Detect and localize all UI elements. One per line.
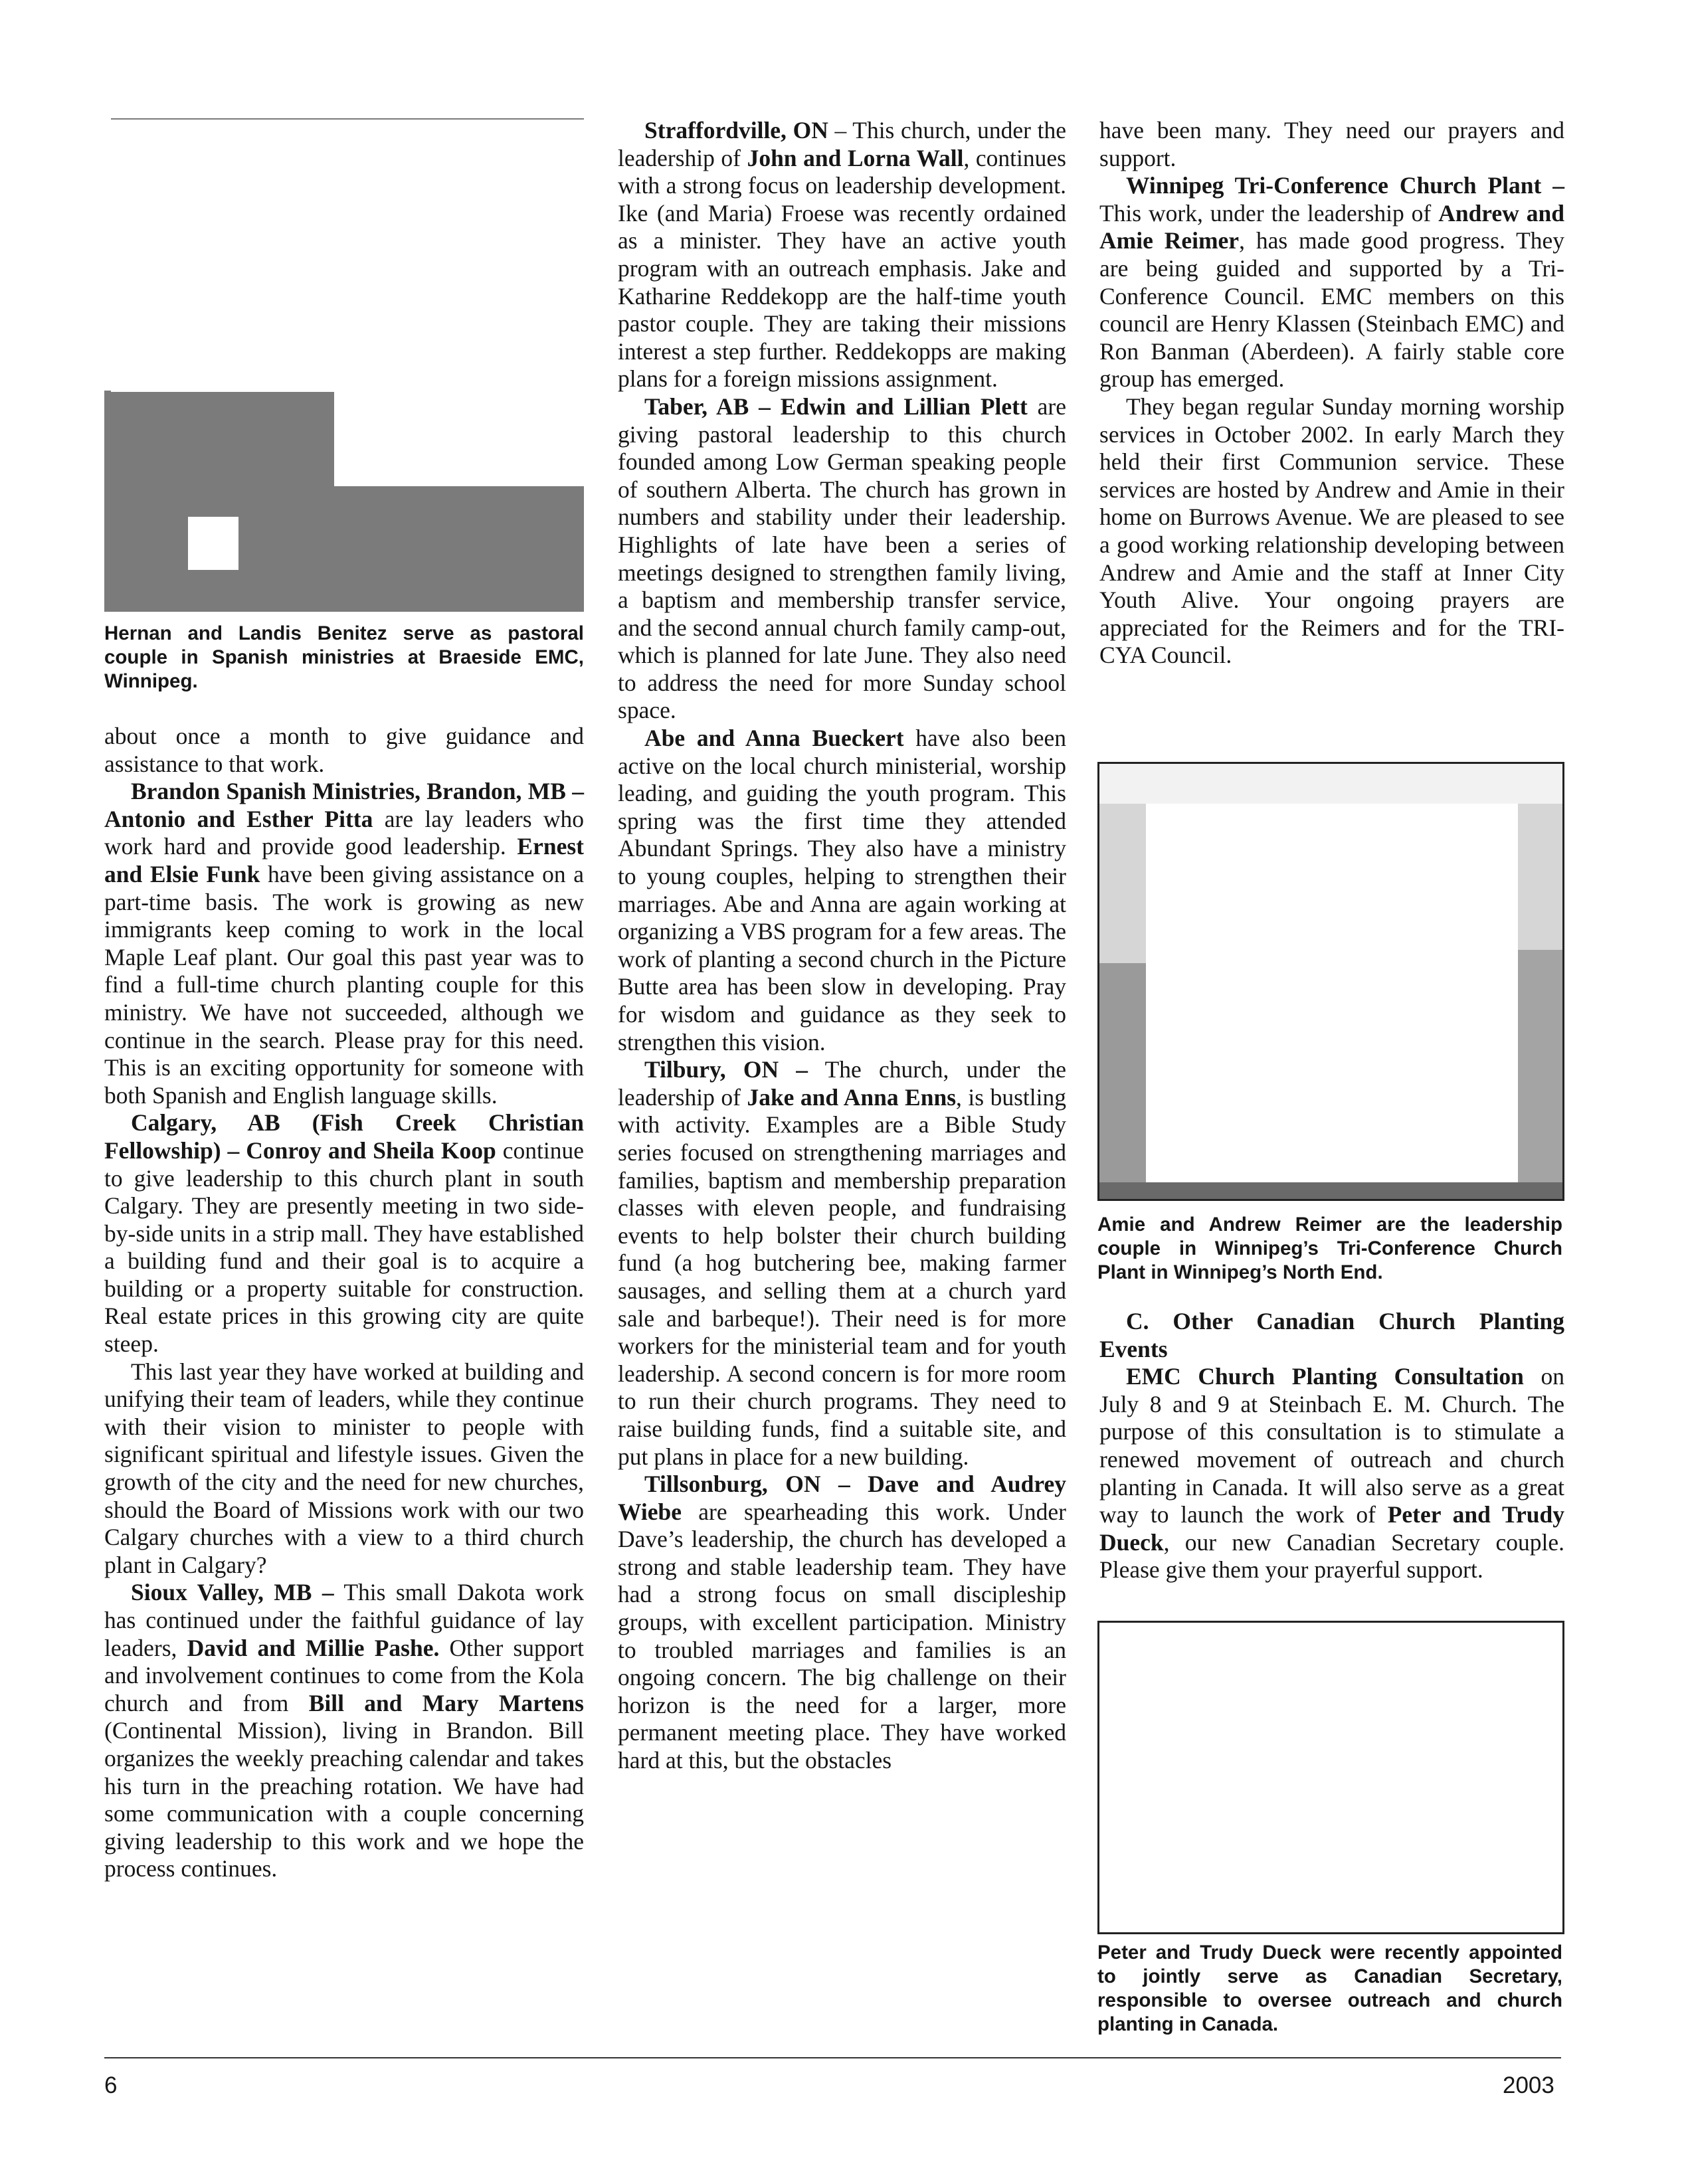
- martens-names: Bill and Mary Martens: [308, 1689, 584, 1716]
- photo-reimer-ground: [1099, 1182, 1562, 1199]
- photo-benitez-left-edge: [104, 118, 111, 391]
- col3-paragraph-1: have been many. They need our prayers and support.: [1099, 117, 1564, 171]
- taber-heading: Taber, AB – Edwin and Lillian Plett: [644, 393, 1028, 420]
- col1-paragraph-brandon: Brandon Spanish Ministries, Brandon, MB – Antonio and Esther Pitta are lay leaders who work hard and provide good leadership. Ernest and Elsie Funk have been giving assistance on a part-time basis. The work is growing as new immigrants keep coming to work in the local Maple Leaf plant. Our goal this past year was to find a full-time church planting couple for this ministry. We have not succeeded, although we continue in the search. Please pray for this need. This is an exciting opportunity for someone with both Spanish and English language skills.: [104, 778, 584, 1109]
- col3-paragraph-consultation: EMC Church Planting Consultation on July 8 and 9 at Steinbach E. M. Church. The purpose of this consultation is to stimulate a renewed movement of outreach and church planting in Canada. It will also serve as a great way to launch the work of Peter and Trudy Dueck, our new Canadian Secretary couple. Please give them your prayerful support.: [1099, 1363, 1564, 1584]
- photo-reimer-sky: [1099, 764, 1562, 804]
- photo-benitez: [104, 118, 584, 612]
- photo-caption-benitez: Hernan and Landis Benitez serve as pastoral couple in Spanish ministries at Braeside EMC, Winnipeg.: [104, 622, 584, 692]
- calgary-heading: Calgary, AB (Fish Creek Christian Fellowship) – Conroy and Sheila Koop: [104, 1109, 584, 1164]
- col1-paragraph-calgary-2: This last year they have worked at building and unifying their team of leaders, while they continue with their vision to minister to people with significant spiritual and lifestyle issues. Given the growth of the city and the need for new churches, should the Board of Missions work with our two Calgary churches with a view to a third church plant in Calgary?: [104, 1358, 584, 1578]
- col1-paragraph-1: about once a month to give guidance and assistance to that work.: [104, 723, 584, 777]
- photo-reimer: [1097, 762, 1564, 1201]
- col3-paragraph-winnipeg: Winnipeg Tri-Conference Church Plant – This work, under the leadership of Andrew and Amie Reimer, has made good progress. They are being guided and supported by a Tri-Conference Council. EMC members on this council are Henry Klassen (Steinbach EMC) and Ron Banman (Aberdeen). A fairly stable core group has emerged.: [1099, 172, 1565, 393]
- photo-reimer-field-left: [1099, 963, 1146, 1199]
- enns-names: Jake and Anna Enns: [747, 1083, 957, 1111]
- col2-paragraph-straffordville: Straffordville, ON – This church, under the leadership of John and Lorna Wall, continues with a strong focus on leadership development. Ike (and Maria) Froese was recently ordained as a minister. They have an active youth program with an outreach emphasis. Jake and Katharine Reddekopp are the half-time youth pastor couple. They are taking their missions interest a step further. Reddekopps are making plans for a foreign missions assignment.: [618, 117, 1066, 393]
- caption-benitez-wrap: [104, 622, 584, 693]
- photo-benitez-blank-small: [188, 517, 238, 570]
- winnipeg-heading: Winnipeg Tri-Conference Church Plant –: [1126, 172, 1564, 199]
- column-3: [1099, 117, 1564, 670]
- caption-dueck-wrap: [1097, 1941, 1562, 2037]
- col2-paragraph-tillsonburg: Tillsonburg, ON – Dave and Audrey Wiebe are spearheading this work. Under Dave’s leadership, the church has developed a strong and stable leadership team. They have had a strong focus on small discipleship groups, with excellent participation. Ministry to troubled marriages and families is an ongoing concern. The big challenge on their horizon is the need for a larger, more permanent meeting place. They have worked hard at this, but the obstacles: [618, 1471, 1066, 1774]
- tilbury-heading: Tilbury, ON –: [644, 1056, 808, 1083]
- photo-reimer-field-right: [1518, 950, 1562, 1199]
- sioux-valley-heading: Sioux Valley, MB –: [131, 1579, 334, 1606]
- column-3-lower: [1099, 1308, 1564, 1584]
- photo-reimer-blank: [1146, 804, 1518, 1182]
- funk-names: Ernest and Elsie Funk: [104, 833, 584, 887]
- col2-paragraph-tilbury: Tilbury, ON – The church, under the leadership of Jake and Anna Enns, is bustling with activity. Examples are a Bible Study series focused on strengthening marriages and families, baptism and membership preparation classes with eleven people, and fundraising events to help bolster their church building fund (a hog butchering bee, making farmer sausages, and selling them at a church yard sale and barbeque!). Their need is for more workers for the ministerial team and for youth leadership. A second concern is for more room to run their church programs. They need to raise building funds, find a suitable site, and put plans in place for a new building.: [618, 1056, 1066, 1470]
- col3-paragraph-services: They began regular Sunday morning worship services in October 2002. In early March they held their first Communion service. These services are hosted by Andrew and Amie in their home on Burrows Avenue. We are pleased to see a good working relationship developing between Andrew and Amie and the staff at Inner City Youth Alive. Your ongoing prayers are appreciated for the Reimers and for the TRI-CYA Council.: [1099, 393, 1564, 669]
- col2-paragraph-bueckert: Abe and Anna Bueckert have also been active on the local church ministerial, worship leading, and guiding the youth program. This spring was the first time they attended Abundant Springs. They also have a ministry to young couples, helping to strengthen their marriages. Abe and Anna are again working at organizing a VBS program for a few areas. The work of planting a second church in the Picture Butte area has been slow in developing. Pray for wisdom and guidance as they seek to strengthen this vision.: [618, 725, 1066, 1055]
- consultation-heading: EMC Church Planting Consultation: [1126, 1363, 1524, 1390]
- col1-paragraph-calgary: Calgary, AB (Fish Creek Christian Fellowship) – Conroy and Sheila Koop continue to give leadership to this church plant in south Calgary. They are presently meeting in two side-by-side units in a strip mall. They have established a building fund and their goal is to acquire a building or a property suitable for construction. Real estate prices in this growing city are quite steep.: [104, 1109, 584, 1358]
- column-2: [618, 117, 1066, 1775]
- dueck-names: Peter and Trudy Dueck: [1099, 1501, 1564, 1556]
- photo-dueck: [1097, 1621, 1564, 1934]
- photo-caption-reimer: Amie and Andrew Reimer are the leadership couple in Winnipeg’s Tri-Conference Church Plant in Winnipeg’s North End.: [1097, 1214, 1562, 1283]
- photo-benitez-blank-right: [334, 391, 584, 486]
- footer-rule: [104, 2057, 1561, 2058]
- section-heading-other-events: C. Other Canadian Church Planting Events: [1099, 1308, 1564, 1362]
- column-1: [104, 723, 584, 1883]
- straffordville-heading: Straffordville, ON: [644, 117, 828, 143]
- caption-reimer-wrap: [1097, 1213, 1562, 1285]
- pashe-names: David and Millie Pashe.: [187, 1634, 440, 1661]
- page-number: 6: [104, 2072, 118, 2098]
- brandon-heading: Brandon Spanish Ministries, Brandon, MB – Antonio and Esther Pitta: [104, 778, 584, 832]
- tillsonburg-heading: Tillsonburg, ON – Dave and Audrey Wiebe: [618, 1471, 1066, 1525]
- photo-benitez-blank-main: [111, 120, 584, 392]
- col1-paragraph-sioux-valley: Sioux Valley, MB – This small Dakota work has continued under the faithful guidance of lay leaders, David and Millie Pashe. Other support and involvement continues to come from the Kola church and from Bill and Mary Martens (Continental Mission), living in Brandon. Bill organizes the weekly preaching calendar and takes his turn in the preaching rotation. We have had some communication with a couple concerning giving leadership to this work and we hope the process continues.: [104, 1579, 585, 1882]
- bueckert-names: Abe and Anna Bueckert: [644, 725, 904, 752]
- footer-year: 2003: [1503, 2072, 1554, 2098]
- photo-caption-dueck: Peter and Trudy Dueck were recently appointed to jointly serve as Canadian Secretary, responsible to oversee outreach and church planting in Canada.: [1097, 1942, 1562, 2035]
- wall-names: John and Lorna Wall: [747, 144, 964, 171]
- reimer-names: Andrew and Amie Reimer: [1099, 199, 1564, 254]
- col2-paragraph-taber: Taber, AB – Edwin and Lillian Plett are giving pastoral leadership to this church founded among Low German speaking people of southern Alberta. The church has grown in numbers and stability under their leadership. Highlights of late have been a series of meetings designed to strengthen family living, a baptism and membership transfer service, and the second annual church family camp-out, which is planned for late June. They also need to address the need for more Sunday school space.: [618, 393, 1066, 724]
